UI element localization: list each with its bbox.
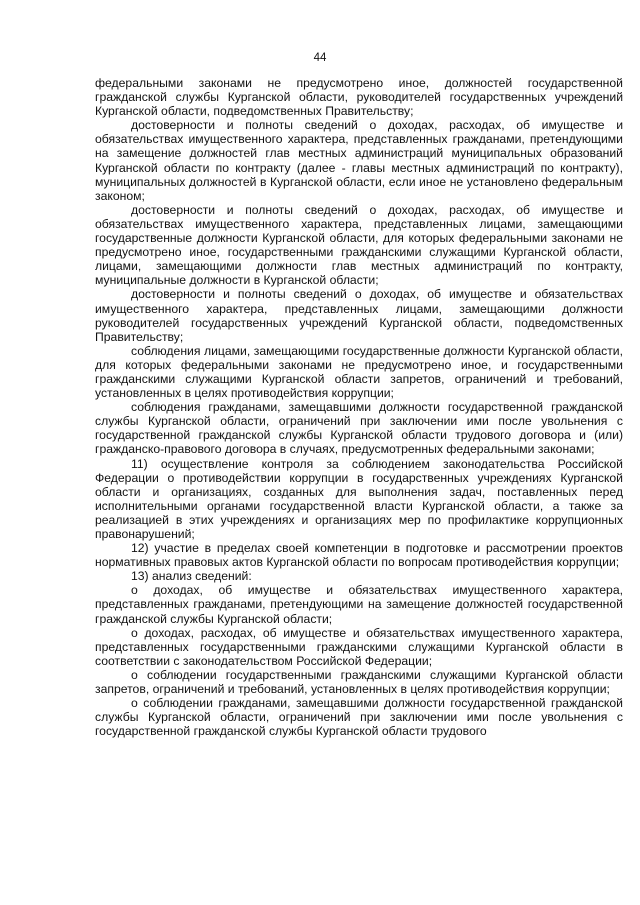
document-body [95,76,623,738]
paragraph: федеральными законами не предусмотрено иное, должностей государственной гражданской службы Курганской области, руководителей государственных учреждений Курганской области, подведомственных Правительству; [95,76,623,119]
paragraph: о доходах, расходах, об имуществе и обязательствах имущественного характера, представленных государственными гражданскими служащими Курганской области в соответствии с законодательством Российской Федерации; [95,625,623,668]
paragraph: достоверности и полноты сведений о доходах, расходах, об имуществе и обязательствах имущественного характера, представленных лицами, замещающими государственные должности Курганской области, для которых федеральными законами не предусмотрено иное, государственными гражданскими служащими Курганской области, лицами, замещающими должности глав местных администраций по контракту, муниципальные должности в Курганской области; [95,202,623,288]
paragraph: 13) анализ сведений: [131,569,252,584]
page-number: 44 [313,52,327,64]
paragraph: 11) осуществление контроля за соблюдением законодательства Российской Федерации о противодействии коррупции в государственных учреждениях Курганской области и организациях, созданных для выполнения задач, поставленных перед исполнительными органами государственной власти Курганской области, а также за реализацией в этих учреждениях и организациях мер по профилактике коррупционных правонарушений; [95,456,623,541]
paragraph: соблюдения лицами, замещающими государственные должности Курганской области, для которых федеральными законами не предусмотрено иное, и государственными гражданскими служащими Курганской области запретов, ограничений и требований, установленных в целях противодействия коррупции; [95,343,623,401]
paragraph: достоверности и полноты сведений о доходах, расходах, об имуществе и обязательствах имущественного характера, представленных гражданами, претендующими на замещение должностей глав местных администраций муниципальных образований Курганской области по контракту (далее - главы местных администраций по контракту), муниципальных должностей в Курганской области, если иное не установлено федеральным законом; [95,118,623,203]
paragraph: о соблюдении государственными гражданскими служащими Курганской области запретов, ограничений и требований, установленных в целях противодействия коррупции; [95,667,623,697]
paragraph: достоверности и полноты сведений о доходах, об имуществе и обязательствах имущественного характера, представленных лицами, замещающими должности руководителей государственных учреждений Курганской области, подведомственных Правительству; [95,287,623,344]
paragraph: 12) участие в пределах своей компетенции в подготовке и рассмотрении проектов нормативных правовых актов Курганской области по вопросам противодействия коррупции; [95,541,623,570]
paragraph: о соблюдении гражданами, замещавшими должности государственной гражданской службы Курганской области, ограничений при заключении ими после увольнения с государственной гражданской службы Курганской области трудового [95,696,623,739]
paragraph: о доходах, об имуществе и обязательствах имущественного характера, представленных гражданами, претендующими на замещение должностей государственной гражданской службы Курганской области; [95,583,623,626]
paragraph: соблюдения гражданами, замещавшими должности государственной гражданской службы Курганской области, ограничений при заключении ими после увольнения с государственной гражданской службы Курганской области трудового договора и (или) гражданско-правового договора в случаях, предусмотренных федеральными законами; [95,400,623,457]
